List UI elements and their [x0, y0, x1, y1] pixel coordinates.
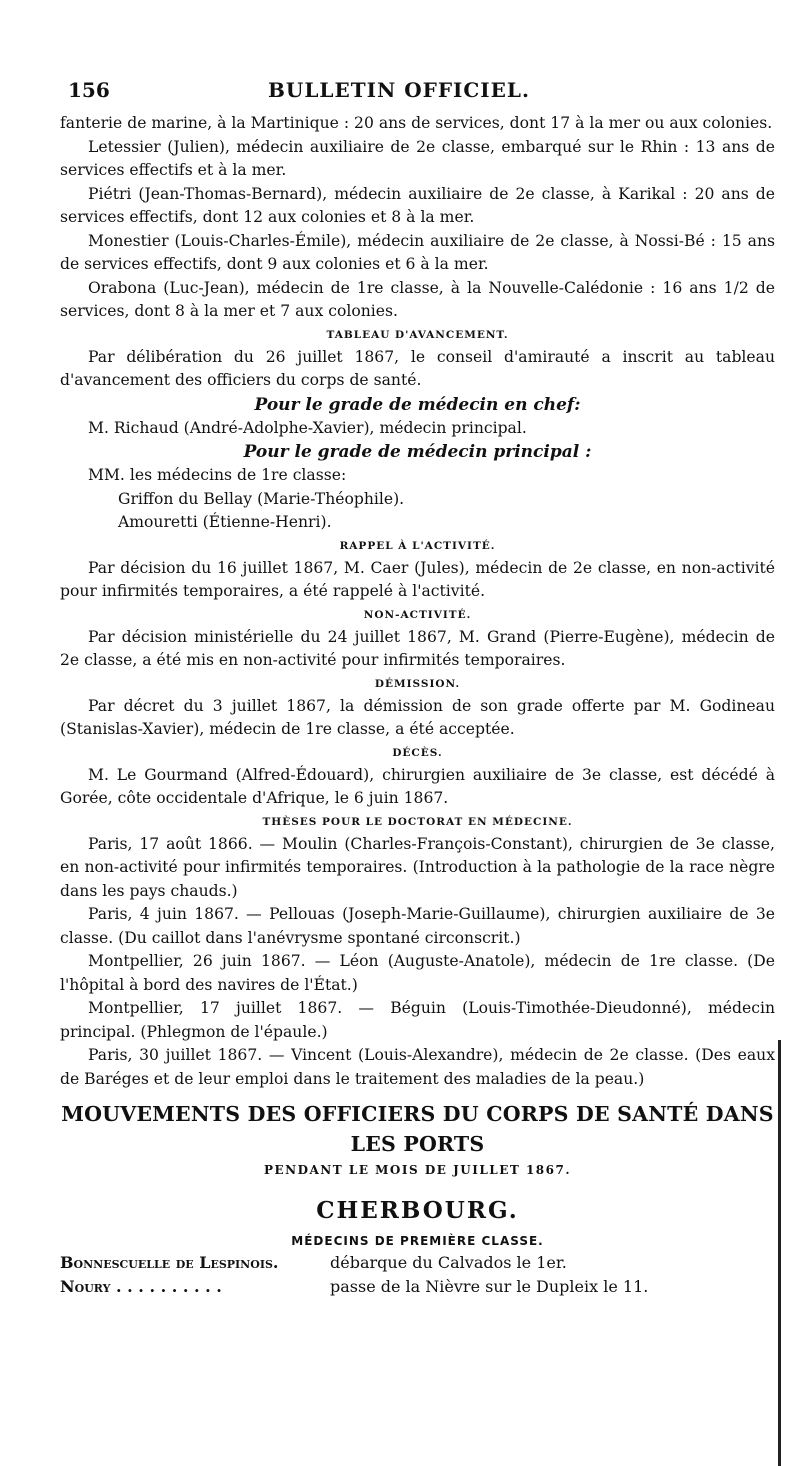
movement-row — [60, 1251, 775, 1275]
movement-action: passe de la Nièvre sur le Dupleix le 11. — [330, 1277, 649, 1296]
section-heading-theses: THÈSES POUR LE DOCTORAT EN MÉDECINE. — [262, 815, 573, 828]
section-heading-rappel: RAPPEL À L'ACTIVITÉ. — [339, 539, 496, 552]
principal-intro: MM. les médecins de 1re classe: — [88, 466, 347, 484]
principal-name: Griffon du Bellay (Marie-Théophile). — [118, 489, 405, 508]
para-letessier: Letessier (Julien), médecin auxiliaire de 2e classe, embarqué sur le Rhin : 13 ans de services effectifs et à la mer. — [60, 137, 775, 179]
para-pietri: Piétri (Jean-Thomas-Bernard), médecin auxiliaire de 2e classe, à Karikal : 20 ans de services effectifs, dont 12 aux colonies et 8 à la mer. — [60, 184, 775, 226]
page-number: 156 — [68, 78, 110, 102]
section-heading-tableau: TABLEAU D'AVANCEMENT. — [326, 328, 509, 341]
para-nonactivite: Par décision ministérielle du 24 juillet 1867, M. Grand (Pierre-Eugène), médecin de 2e classe, a été mis en non-activité pour infirmités temporaires. — [60, 627, 775, 669]
section-heading-nonactivite: NON-ACTIVITÉ. — [363, 608, 472, 621]
running-head — [68, 78, 718, 108]
movement-action: débarque du Calvados le 1er. — [330, 1253, 567, 1272]
movement-row — [60, 1275, 775, 1299]
grade-principal-heading: Pour le grade de médecin principal : — [243, 442, 592, 462]
movement-name: Bonnescuelle de Lespinois. — [60, 1253, 279, 1272]
port-heading: CHERBOURG. — [316, 1197, 519, 1224]
section-heading-deces: DÉCÈS. — [392, 746, 443, 759]
para-continuation: fanterie de marine, à la Martinique : 20 ans de services, dont 17 à la mer ou aux colonies. — [60, 114, 773, 132]
para-monestier: Monestier (Louis-Charles-Émile), médecin auxiliaire de 2e classe, à Nossi-Bé : 15 ans de services effectifs, dont 9 aux colonies et 6 à la mer. — [60, 231, 775, 273]
running-title: BULLETIN OFFICIEL. — [268, 78, 530, 102]
margin-rule — [778, 1040, 781, 1466]
mouvements-subtitle: PENDANT LE MOIS DE JUILLET 1867. — [263, 1163, 572, 1177]
principal-name: Amouretti (Étienne-Henri). — [118, 513, 332, 531]
thesis-entry: Paris, 17 août 1866. — Moulin (Charles-François-Constant), chirurgien de 3e classe, en non-activité pour infirmités temporaires. (Introduction à la pathologie de la race nègre dans les pays chauds.) — [60, 834, 775, 900]
grade-chef-heading: Pour le grade de médecin en chef: — [254, 394, 581, 415]
class-heading: MÉDECINS DE PREMIÈRE CLASSE. — [291, 1234, 544, 1248]
page-body — [60, 112, 775, 1299]
thesis-entry: Paris, 4 juin 1867. — Pellouas (Joseph-Marie-Guillaume), chirurgien auxiliaire de 3e classe. (Du caillot dans l'anévrysme spontané circonscrit.) — [60, 905, 775, 947]
thesis-entry: Montpellier, 26 juin 1867. — Léon (Auguste-Anatole), médecin de 1re classe. (De l'hôpital à bord des navires de l'État.) — [60, 952, 775, 994]
mouvements-title: MOUVEMENTS DES OFFICIERS DU CORPS DE SANTÉ DANS LES PORTS — [61, 1102, 774, 1156]
thesis-entry: Paris, 30 juillet 1867. — Vincent (Louis-Alexandre), médecin de 2e classe. (Des eaux de Baréges et de leur emploi dans le traitement des maladies de la peau.) — [60, 1046, 775, 1088]
thesis-entry: Montpellier, 17 juillet 1867. — Béguin (Louis-Timothée-Dieudonné), médecin principal. (Phlegmon de l'épaule.) — [60, 999, 775, 1041]
movement-name: Noury . . . . . . . . . . — [60, 1277, 222, 1296]
section-heading-demission: DÉMISSION. — [374, 677, 461, 690]
para-tableau: Par délibération du 26 juillet 1867, le conseil d'amirauté a inscrit au tableau d'avancement des officiers du corps de santé. — [60, 347, 775, 389]
para-demission: Par décret du 3 juillet 1867, la démission de son grade offerte par M. Godineau (Stanislas-Xavier), médecin de 1re classe, a été acceptée. — [60, 696, 775, 738]
para-rappel: Par décision du 16 juillet 1867, M. Caer (Jules), médecin de 2e classe, en non-activité pour infirmités temporaires, a été rappelé à l'activité. — [60, 558, 775, 600]
para-deces: M. Le Gourmand (Alfred-Édouard), chirurgien auxiliaire de 3e classe, est décédé à Gorée, côte occidentale d'Afrique, le 6 juin 1867. — [60, 765, 775, 807]
chef-line: M. Richaud (André-Adolphe-Xavier), médecin principal. — [88, 418, 527, 437]
para-orabona: Orabona (Luc-Jean), médecin de 1re classe, à la Nouvelle-Calédonie : 16 ans 1/2 de services, dont 8 à la mer et 7 aux colonies. — [60, 278, 775, 320]
